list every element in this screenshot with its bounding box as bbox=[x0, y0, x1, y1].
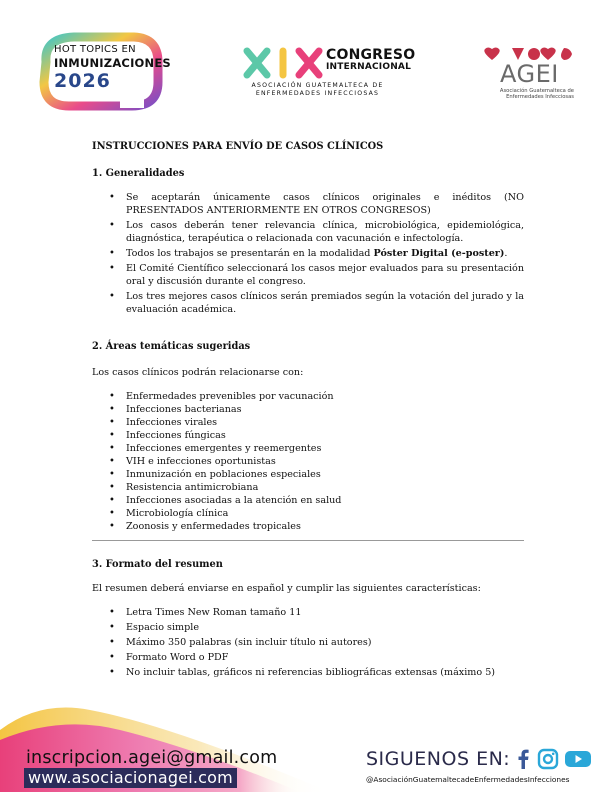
congreso-logo bbox=[240, 45, 416, 105]
section-2-list bbox=[92, 390, 524, 533]
list-item: • Infecciones emergentes y reemergentes bbox=[92, 442, 524, 455]
list-item: • Se aceptarán únicamente casos clínicos originales e inéditos (NO PRESENTADOS ANTERIORMENTE EN OTROS CONGRESOS) bbox=[92, 191, 524, 217]
hot-topics-logo bbox=[34, 32, 171, 112]
hot-topics-line2: INMUNIZACIONES bbox=[54, 56, 171, 70]
list-item: • Inmunización en poblaciones especiales bbox=[92, 468, 524, 481]
agei-wordmark: AGEI bbox=[500, 60, 559, 88]
congreso-assoc-line2: ENFERMEDADES INFECCIOSAS bbox=[255, 90, 380, 97]
list-item: • Espacio simple bbox=[92, 621, 524, 634]
youtube-icon[interactable] bbox=[564, 748, 592, 770]
list-item: • Infecciones bacterianas bbox=[92, 403, 524, 416]
list-item bbox=[92, 247, 524, 260]
section-1-list bbox=[92, 191, 524, 316]
section-divider bbox=[92, 540, 524, 541]
section-3-heading: 3. Formato del resumen bbox=[92, 559, 223, 570]
list-item: • Enfermedades prevenibles por vacunación bbox=[92, 390, 524, 403]
list-item: • Microbiología clínica bbox=[92, 507, 524, 520]
congreso-association bbox=[240, 82, 395, 98]
agei-subtitle bbox=[484, 88, 574, 100]
follow-us-label: SIGUENOS EN: bbox=[366, 748, 511, 770]
hot-topics-text bbox=[54, 44, 171, 92]
instagram-icon[interactable] bbox=[537, 748, 559, 770]
list-item: • Infecciones virales bbox=[92, 416, 524, 429]
list-item-text-end: . bbox=[504, 248, 508, 259]
list-item: • Resistencia antimicrobiana bbox=[92, 481, 524, 494]
list-item: • No incluir tablas, gráficos ni referencias bibliográficas extensas (máximo 5) bbox=[92, 666, 524, 679]
list-item: • Zoonosis y enfermedades tropicales bbox=[92, 520, 524, 533]
agei-sub-line2: Enfermedades Infecciosas bbox=[506, 94, 574, 100]
list-item: • Los tres mejores casos clínicos serán premiados según la votación del jurado y la evaluación académica. bbox=[92, 290, 524, 316]
agei-sub-line1: Asociación Guatemalteca de bbox=[499, 88, 574, 94]
congreso-assoc-line1: ASOCIACIÓN GUATEMALTECA DE bbox=[251, 82, 384, 89]
list-item-emphasis: Póster Digital (e-poster) bbox=[373, 248, 505, 259]
section-3-intro: El resumen deberá enviarse en español y cumplir las siguientes características: bbox=[92, 583, 481, 594]
section-3-list bbox=[92, 606, 524, 679]
facebook-icon[interactable] bbox=[512, 748, 534, 770]
list-item: • Máximo 350 palabras (sin incluir título ni autores) bbox=[92, 636, 524, 649]
xix-numeral-icon bbox=[243, 47, 323, 79]
list-item: • Infecciones fúngicas bbox=[92, 429, 524, 442]
list-item: • VIH e infecciones oportunistas bbox=[92, 455, 524, 468]
list-item: • Los casos deberán tener relevancia clínica, microbiológica, epidemiológica, diagnóstica, terapéutica o relacionada con vacunación e infectología. bbox=[92, 219, 524, 245]
congreso-subtitle: INTERNACIONAL bbox=[326, 62, 412, 72]
hot-topics-year: 2026 bbox=[54, 70, 111, 92]
section-1-heading: 1. Generalidades bbox=[92, 168, 185, 179]
list-item-text: Todos los trabajos se presentarán en la modalidad bbox=[126, 248, 374, 259]
list-item: • Formato Word o PDF bbox=[92, 651, 524, 664]
document-title: INSTRUCCIONES PARA ENVÍO DE CASOS CLÍNICOS bbox=[92, 141, 384, 152]
list-item: • Infecciones asociadas a la atención en salud bbox=[92, 494, 524, 507]
agei-logo bbox=[478, 46, 578, 106]
page-header bbox=[0, 0, 612, 120]
section-2-intro: Los casos clínicos podrán relacionarse con: bbox=[92, 367, 304, 378]
section-2-heading: 2. Áreas temáticas sugeridas bbox=[92, 341, 251, 352]
website-link[interactable]: www.asociacionagei.com bbox=[24, 768, 237, 788]
congreso-title: CONGRESO bbox=[326, 47, 416, 63]
list-item: • El Comité Científico seleccionará los casos mejor evaluados para su presentación oral y discusión durante el congreso. bbox=[92, 262, 524, 288]
hot-topics-line1: HOT TOPICS EN bbox=[54, 44, 136, 55]
social-handle[interactable]: @AsociaciónGuatemaltecadeEnfermedadesInfecciones bbox=[366, 775, 570, 784]
list-item: • Letra Times New Roman tamaño 11 bbox=[92, 606, 524, 619]
contact-email[interactable]: inscripcion.agei@gmail.com bbox=[26, 748, 278, 768]
